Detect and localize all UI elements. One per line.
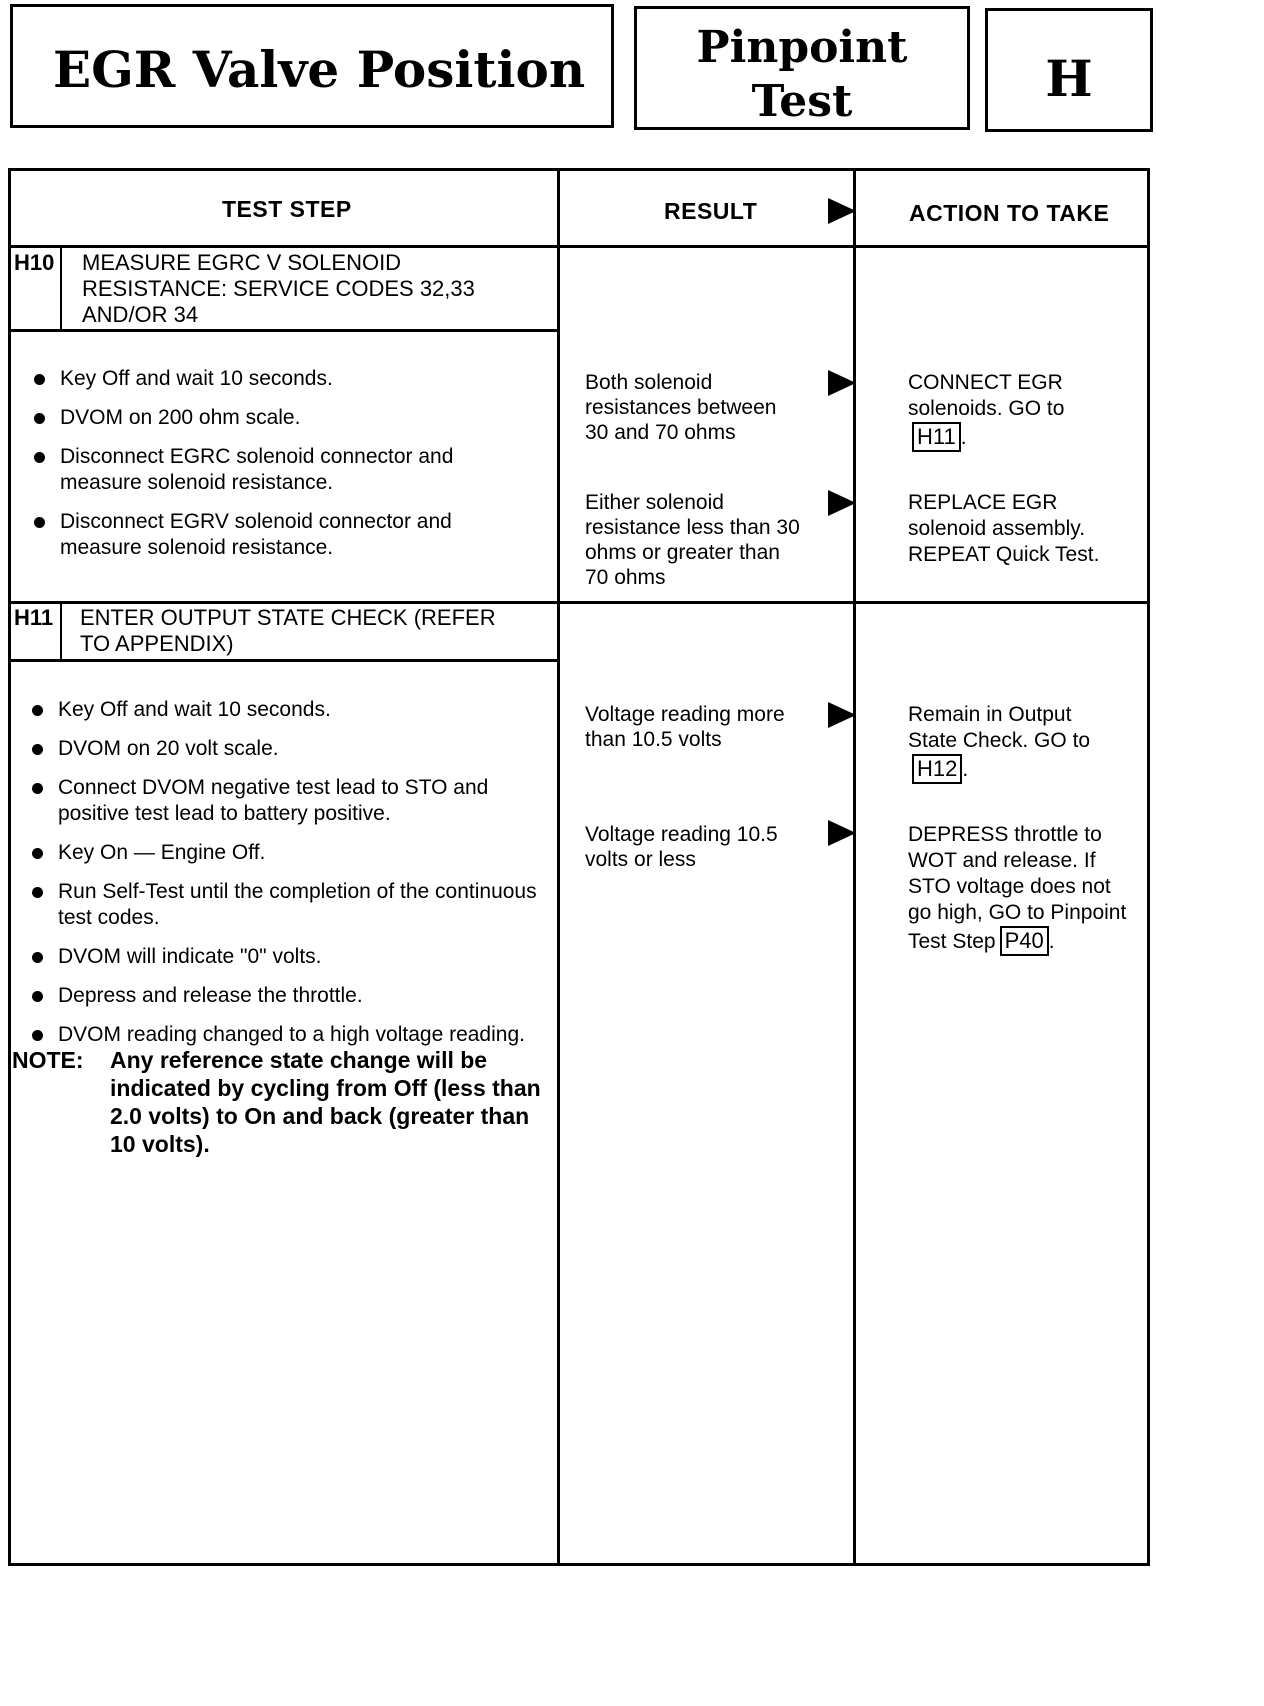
h10-title-bottom	[8, 329, 560, 332]
test-letter: H	[1045, 49, 1093, 108]
step-title-h10	[82, 250, 475, 328]
step-title-h10-line-3: AND/OR 34	[82, 302, 199, 327]
step-title-h10-line-2: RESISTANCE: SERVICE CODES 32,33	[82, 276, 475, 301]
step-ref-h12[interactable]: H12	[912, 754, 962, 784]
title-box	[10, 4, 614, 128]
arrow-icon	[828, 370, 856, 396]
list-item: Depress and release the throttle.	[26, 983, 546, 1009]
bullet-icon	[32, 991, 43, 1002]
bullet-icon	[32, 848, 43, 859]
step-ref-p40[interactable]: P40	[1000, 926, 1049, 956]
h11-action-2: DEPRESS throttle to WOT and release. If STO voltage does not go high, GO to Pinpoint Test Step P40 .	[908, 822, 1133, 956]
step-title-h11-line-2: TO APPENDIX)	[80, 631, 234, 656]
pinpoint-label	[637, 21, 967, 129]
list-item: DVOM on 200 ohm scale.	[28, 405, 538, 431]
list-item: Disconnect EGRV solenoid connector and measure solenoid resistance.	[28, 509, 538, 561]
bullet-icon	[34, 452, 45, 463]
h10-id-divider	[60, 247, 62, 330]
bullet-icon	[32, 744, 43, 755]
list-item: DVOM on 20 volt scale.	[26, 736, 546, 762]
h11-result-1: Voltage reading more than 10.5 volts	[585, 703, 785, 751]
h11-bullet-list	[26, 697, 546, 1061]
pinpoint-line-1: Pinpoint	[696, 22, 908, 73]
arrow-icon	[828, 820, 856, 846]
list-item: Key Off and wait 10 seconds.	[28, 366, 538, 392]
h11-title-bottom	[8, 659, 560, 662]
pinpoint-line-2: Test	[751, 76, 853, 127]
bullet-icon	[32, 887, 43, 898]
h10-action-2: REPLACE EGR solenoid assembly. REPEAT Quick Test.	[908, 491, 1100, 566]
note-label: NOTE:	[12, 1047, 84, 1073]
h11-action-1: Remain in Output State Check. GO toH12 .	[908, 702, 1103, 784]
bullet-icon	[32, 783, 43, 794]
h10-result-1: Both solenoid resistances between 30 and 70 ohms	[585, 371, 777, 444]
pinpoint-box	[634, 6, 970, 130]
bullet-icon	[32, 952, 43, 963]
test-letter-box	[985, 8, 1153, 132]
list-item: Key On — Engine Off.	[26, 840, 546, 866]
step-title-h11	[80, 605, 496, 657]
h11-result-2: Voltage reading 10.5 volts or less	[585, 823, 778, 871]
header-action: ACTION TO TAKE	[909, 200, 1110, 226]
list-item: Run Self-Test until the completion of the continuous test codes.	[26, 879, 546, 931]
page-title: EGR Valve Position	[53, 40, 586, 99]
h10-action-1: CONNECT EGR solenoids. GO toH11 .	[908, 370, 1108, 452]
list-item: DVOM reading changed to a high voltage reading.	[26, 1022, 546, 1048]
list-item: Key Off and wait 10 seconds.	[26, 697, 546, 723]
arrow-icon	[828, 490, 856, 516]
note-block	[12, 1046, 557, 1166]
bullet-icon	[34, 517, 45, 528]
step-id-h11: H11	[14, 605, 54, 630]
h10-result-2: Either solenoid resistance less than 30 ohms or greater than 70 ohms	[585, 491, 800, 589]
step-title-h11-line-1: ENTER OUTPUT STATE CHECK (REFER	[80, 605, 496, 630]
divider-col-1	[557, 170, 560, 1564]
step-title-h10-line-1: MEASURE EGRC V SOLENOID	[82, 250, 402, 275]
step-ref-h11[interactable]: H11	[912, 422, 961, 452]
header-test-step: TEST STEP	[222, 196, 352, 222]
header-row-bottom	[8, 245, 1150, 248]
list-item: Connect DVOM negative test lead to STO and positive test lead to battery positive.	[26, 775, 546, 827]
bullet-icon	[34, 413, 45, 424]
bullet-icon	[32, 705, 43, 716]
result-arrow-icon	[828, 198, 856, 224]
arrow-icon	[828, 702, 856, 728]
step-id-h10: H10	[14, 250, 55, 275]
note-text: Any reference state change will be indicated by cycling from Off (less than 2.0 volts) to On and back (greater than 10 volts).	[110, 1047, 541, 1157]
list-item: Disconnect EGRC solenoid connector and measure solenoid resistance.	[28, 444, 538, 496]
bullet-icon	[32, 1030, 43, 1041]
bullet-icon	[34, 374, 45, 385]
list-item: DVOM will indicate "0" volts.	[26, 944, 546, 970]
header-result: RESULT	[664, 198, 758, 224]
h11-id-divider	[60, 603, 62, 660]
row-separator	[8, 601, 1150, 604]
h10-bullet-list	[28, 366, 538, 574]
